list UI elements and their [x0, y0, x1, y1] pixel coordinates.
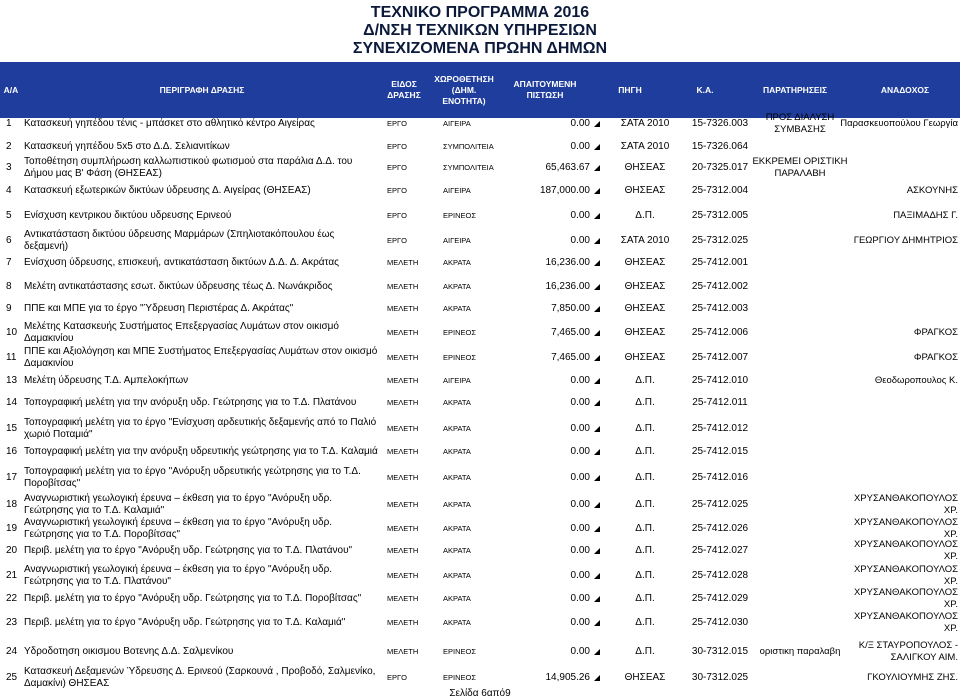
row-description: Τοπογραφική μελέτη για το έργο "Ανόρυξη υδρευτικής γεώτρησης για το Τ.Δ. Ποροβίτσας"	[24, 466, 361, 489]
row-contractor: Θεοδωροπουλος Κ.	[874, 375, 958, 386]
row-type: ΜΕΛΕΤΗ	[387, 424, 419, 433]
title-line-2: Δ/ΝΣΗ ΤΕΧΝΙΚΩΝ ΥΠΗΡΕΣΙΩΝ	[363, 22, 597, 39]
row-type: ΕΡΓΟ	[387, 163, 407, 172]
row-contractor: ΧΡΥΣΑΝΘΑΚΟΠΟΥΛΟΣ ΧΡ.	[853, 539, 958, 562]
row-description: Τοπογραφική μελέτη για την ανόρυξη υδρ. Γεώτρησης για το Τ.Δ. Πλατάνου	[24, 397, 357, 408]
row-location: ΑΙΓΕΙΡΑ	[443, 236, 471, 245]
row-description: Κατασκευή εξωτερικών δικτύων ύδρευσης Δ. Αιγείρας (ΘΗΣΕΑΣ)	[24, 185, 311, 196]
row-number: 25	[6, 672, 18, 683]
row-amount: 0.00	[500, 137, 600, 156]
row-description: Αναγνωριστική γεωλογική έρευνα – έκθεση για το έργο "Ανόρυξη υδρ. Γεώτρησης για το Τ.Δ. Καλαμιά"	[24, 493, 333, 516]
row-number: 13	[6, 375, 18, 386]
row-contractor: Κ/Ξ ΣΤΑΥΡΟΠΟΥΛΟΣ - ΣΑΛΙΓΚΟΥ ΑΙΜ.	[858, 640, 958, 663]
row-contractor	[840, 299, 958, 318]
row-amount: 16,236.00	[500, 254, 600, 272]
row-type: ΕΡΓΟ	[387, 211, 407, 220]
row-contractor	[840, 416, 958, 442]
row-location: ΑΚΡΑΤΑ	[443, 500, 471, 509]
row-source: ΘΗΣΕΑΣ	[624, 302, 666, 314]
row-type: ΜΕΛΕΤΗ	[387, 500, 419, 509]
row-type: ΜΕΛΕΤΗ	[387, 398, 419, 407]
table-row	[0, 465, 960, 491]
row-location: ΑΚΡΑΤΑ	[443, 618, 471, 627]
row-description: ΠΠΕ και ΜΠΕ για το έργο "Ύδρευση Περιστέρας Δ. Ακράτας"	[24, 302, 294, 314]
table-row	[0, 346, 960, 370]
table-row	[0, 611, 960, 634]
row-code: 20-7325.017	[691, 162, 749, 173]
row-code: 30-7312.025	[691, 672, 749, 683]
row-code: 25-7412.026	[691, 523, 749, 534]
row-code: 25-7412.028	[691, 570, 749, 581]
row-description: Κατασκευή γηπέδου 5x5 στο Δ.Δ. Σελιανιτίκων	[24, 140, 230, 152]
row-source: Δ.Π.	[635, 499, 655, 510]
row-type: ΜΕΛΕΤΗ	[387, 447, 419, 456]
row-contractor: ΧΡΥΣΑΝΘΑΚΟΠΟΥΛΟΣ ΧΡ.	[853, 517, 958, 540]
row-location: ΑΚΡΑΤΑ	[443, 424, 471, 433]
row-type: ΕΡΓΟ	[387, 236, 407, 245]
row-amount: 0.00	[500, 465, 600, 491]
row-code: 25-7412.015	[691, 446, 749, 457]
table-row	[0, 372, 960, 390]
row-location: ΕΡΙΝΕΟΣ	[443, 673, 476, 682]
row-number: 22	[6, 593, 18, 604]
row-type: ΕΡΓΟ	[387, 119, 407, 128]
table-row	[0, 564, 960, 588]
row-amount: 0.00	[500, 443, 600, 461]
row-number: 2	[6, 140, 12, 152]
row-number: 3	[6, 162, 12, 173]
table-row	[0, 394, 960, 412]
row-number: 8	[6, 281, 12, 292]
row-description: Μελέτης Κατασκευής Συστήματος Επεξεργασίας Λυμάτων στον οικισμό Δαμακινίου	[24, 321, 339, 344]
row-source: ΘΗΣΕΑΣ	[624, 281, 666, 292]
row-number: 20	[6, 545, 18, 556]
row-code: 25-7412.016	[691, 472, 749, 483]
row-code: 25-7312.005	[691, 210, 749, 221]
row-amount: 0.00	[500, 372, 600, 390]
row-source: ΘΗΣΕΑΣ	[624, 185, 666, 196]
row-number: 9	[6, 302, 12, 314]
header-contractor: ΑΝΑΔΟΧΟΣ	[880, 84, 930, 95]
row-source: Δ.Π.	[635, 210, 655, 221]
row-number: 15	[6, 423, 18, 434]
row-contractor	[840, 156, 958, 180]
table-row	[0, 206, 960, 226]
row-amount: 0.00	[500, 542, 600, 560]
row-amount: 65,463.67	[500, 156, 600, 180]
table-row	[0, 640, 960, 664]
page-footer: Σελίδα 6από9	[449, 688, 511, 699]
header-type: ΕΙΔΟΣ ΔΡΑΣΗΣ	[387, 79, 421, 100]
row-amount: 0.00	[500, 564, 600, 588]
row-source: Δ.Π.	[635, 446, 655, 457]
row-code: 25-7412.003	[691, 302, 749, 314]
row-type: ΜΕΛΕΤΗ	[387, 303, 419, 313]
row-description: Τοποθέτηση συμπλήρωση καλλωπιστικού φωτισμού στα παράλια Δ.Δ. του Δήμου μας Β' Φάση (ΘΗΣΕΑΣ)	[24, 156, 353, 179]
header-credit: ΑΠΑΙΤΟΥΜΕΝΗ ΠΙΣΤΩΣΗ	[513, 79, 577, 100]
row-source: Δ.Π.	[635, 545, 655, 556]
row-number: 18	[6, 499, 18, 510]
row-number: 7	[6, 257, 12, 268]
row-code: 15-7326.064	[691, 140, 749, 152]
row-description: Ενίσχυση κεντρικου δικτύου υδρευσης Ερινεού	[24, 210, 232, 221]
row-contractor	[840, 394, 958, 412]
row-amount: 0.00	[500, 640, 600, 664]
row-location: ΑΙΓΕΙΡΑ	[443, 376, 471, 385]
row-description: Περιβ. μελέτη για το έργο "Ανόρυξη υδρ. Γεώτρησης για το Τ.Δ. Ποροβίτσας"	[24, 593, 362, 604]
row-number: 16	[6, 446, 18, 457]
row-amount: 0.00	[500, 228, 600, 254]
row-contractor	[840, 443, 958, 461]
row-location: ΕΡΙΝΕΟΣ	[443, 211, 476, 220]
row-source: Δ.Π.	[635, 570, 655, 581]
row-code: 25-7412.012	[691, 423, 749, 434]
row-description: Υδροδοτηση οικισμου Βοτενης Δ.Δ. Σαλμενίκου	[24, 646, 234, 657]
row-source: ΘΗΣΕΑΣ	[624, 327, 666, 338]
row-amount: 0.00	[500, 113, 600, 135]
row-location: ΑΚΡΑΤΑ	[443, 398, 471, 407]
row-number: 11	[6, 352, 17, 363]
row-location: ΕΡΙΝΕΟΣ	[443, 353, 476, 362]
row-type: ΜΕΛΕΤΗ	[387, 571, 419, 580]
row-contractor: ΧΡΥΣΑΝΘΑΚΟΠΟΥΛΟΣ ΧΡ.	[853, 564, 958, 587]
row-source: ΣΑΤΑ 2010	[620, 235, 670, 246]
row-location: ΑΚΡΑΤΑ	[443, 571, 471, 580]
row-source: Δ.Π.	[635, 375, 655, 386]
row-code: 25-7412.027	[691, 545, 749, 556]
row-code: 25-7412.007	[691, 352, 749, 363]
row-number: 4	[6, 185, 12, 196]
row-notes: ΠΡΟΣ ΔΙΑΛΥΣΗ ΣΥΜΒΑΣΗΣ	[765, 112, 835, 135]
row-amount: 14,905.26	[500, 665, 600, 691]
row-code: 25-7412.011	[692, 397, 748, 408]
row-amount: 0.00	[500, 206, 600, 226]
row-description: Αναγνωριστική γεωλογική έρευνα – έκθεση για το έργο "Ανόρυξη υδρ. Γεώτρησης για το Τ.Δ. Ποροβίτσας"	[24, 517, 333, 540]
row-contractor	[840, 254, 958, 272]
row-type: ΜΕΛΕΤΗ	[387, 473, 419, 482]
row-contractor	[840, 137, 958, 156]
row-description: Περιβ. μελέτη για το έργο "Ανόρυξη υδρ. Γεώτρησης για το Τ.Δ. Πλατάνου"	[24, 545, 353, 556]
row-source: ΣΑΤΑ 2010	[620, 118, 670, 129]
row-amount: 0.00	[500, 394, 600, 412]
table-row	[0, 113, 960, 135]
row-location: ΑΚΡΑΤΑ	[443, 524, 471, 533]
row-type: ΜΕΛΕΤΗ	[387, 618, 419, 627]
row-number: 21	[6, 570, 18, 581]
row-location: ΑΚΡΑΤΑ	[443, 594, 471, 603]
row-source: ΣΑΤΑ 2010	[620, 140, 670, 152]
row-type: ΜΕΛΕΤΗ	[387, 594, 419, 603]
row-description: Μελέτη ύδρευσης Τ.Δ. Αμπελοκήπων	[24, 375, 189, 386]
row-source: ΘΗΣΕΑΣ	[624, 162, 666, 173]
row-contractor: ΦΡΑΓΚΟΣ	[913, 327, 958, 338]
row-contractor: ΓΚΟΥΛΙΟΥΜΗΣ ΖΗΣ.	[867, 672, 958, 683]
row-code: 25-7412.001	[691, 257, 749, 268]
row-type: ΜΕΛΕΤΗ	[387, 353, 419, 362]
row-location: ΑΙΓΕΙΡΑ	[443, 186, 471, 195]
table-row	[0, 443, 960, 461]
row-contractor	[840, 278, 958, 296]
row-description: Κατασκευή γηπέδου τένις - μπάσκετ στο αθλητικό κέντρο Αιγείρας	[24, 118, 315, 129]
table-row	[0, 182, 960, 200]
row-location: ΕΡΙΝΕΟΣ	[443, 647, 476, 656]
row-source: ΘΗΣΕΑΣ	[624, 352, 666, 363]
row-code: 25-7312.004	[691, 185, 749, 196]
row-code: 25-7412.030	[691, 617, 749, 628]
row-description: ΠΠΕ και Αξιολόγηση και ΜΠΕ Συστήματος Επεξεργασίας Λυμάτων στον οικισμό Δαμακινίου	[24, 346, 378, 369]
row-location: ΣΥΜΠΟΛΙΤΕΙΑ	[443, 141, 494, 151]
row-source: Δ.Π.	[635, 646, 655, 657]
row-description: Τοπογραφική μελέτη για την ανόρυξη υδρευτικής γεώτρησης για το Τ.Δ. Καλαμιά	[24, 446, 378, 457]
row-type: ΕΡΓΟ	[387, 141, 407, 151]
title-line-3: ΣΥΝΕΧΙΖΟΜΕΝΑ ΠΡΩΗΝ ΔΗΜΩΝ	[352, 40, 608, 57]
row-contractor: ΑΣΚΟΥΝΗΣ	[906, 185, 958, 196]
row-contractor: Παρασκευοπούλου Γεωργία	[840, 118, 958, 129]
row-notes: ΕΚΚΡΕΜΕΙ ΟΡΙΣΤΙΚΗ ΠΑΡΑΛΑΒΗ	[752, 156, 848, 179]
row-source: Δ.Π.	[635, 397, 655, 408]
row-number: 1	[6, 118, 12, 129]
row-source: Δ.Π.	[635, 472, 655, 483]
row-number: 24	[6, 646, 18, 657]
row-number: 17	[6, 472, 18, 483]
row-location: ΑΚΡΑΤΑ	[443, 447, 471, 456]
header-location: ΧΩΡΟΘΕΤΗΣΗ (ΔΗΜ. ΕΝΟΤΗΤΑ)	[434, 73, 494, 106]
row-type: ΜΕΛΕΤΗ	[387, 376, 419, 385]
row-type: ΕΡΓΟ	[387, 673, 407, 682]
table-row	[0, 518, 960, 540]
row-type: ΕΡΓΟ	[387, 186, 407, 195]
row-amount: 0.00	[500, 518, 600, 540]
row-contractor: ΓΕΩΡΓΙΟΥ ΔΗΜΗΤΡΙΟΣ	[853, 235, 958, 246]
row-location: ΑΚΡΑΤΑ	[443, 258, 471, 267]
row-number: 5	[6, 210, 12, 221]
table-row	[0, 416, 960, 442]
row-description: Ενίσχυση ύδρευσης, επισκευή, αντικατάσταση δικτύων Δ.Δ. Δ. Ακράτας	[24, 257, 339, 268]
row-description: Τοπογραφική μελέτη για το έργο "Ενίσχυση αρδευτικής δεξαμενής από το Παλιό χωριό Ποταμιά"	[24, 417, 377, 440]
row-type: ΜΕΛΕΤΗ	[387, 546, 419, 555]
row-location: ΑΚΡΑΤΑ	[443, 473, 471, 482]
table-row	[0, 254, 960, 272]
row-code: 25-7312.025	[691, 235, 749, 246]
row-location: ΕΡΙΝΕΟΣ	[443, 328, 476, 337]
header-ka: Κ.Α.	[696, 84, 714, 95]
row-contractor	[840, 465, 958, 491]
table-header	[0, 62, 960, 118]
table-row	[0, 587, 960, 610]
table-row	[0, 137, 960, 156]
row-contractor: ΦΡΑΓΚΟΣ	[913, 352, 958, 363]
row-number: 19	[6, 523, 18, 534]
header-notes: ΠΑΡΑΤΗΡΗΣΕΙΣ	[762, 84, 828, 95]
row-location: ΑΚΡΑΤΑ	[443, 303, 471, 313]
row-source: Δ.Π.	[635, 423, 655, 434]
row-contractor: ΧΡΥΣΑΝΘΑΚΟΠΟΥΛΟΣ ΧΡ.	[853, 587, 958, 610]
row-location: ΣΥΜΠΟΛΙΤΕΙΑ	[443, 163, 494, 172]
row-contractor: ΧΡΥΣΑΝΘΑΚΟΠΟΥΛΟΣ ΧΡ.	[853, 611, 958, 634]
row-amount: 0.00	[500, 416, 600, 442]
row-location: ΑΚΡΑΤΑ	[443, 282, 471, 291]
table-row	[0, 494, 960, 516]
row-amount: 16,236.00	[500, 278, 600, 296]
table-row	[0, 228, 960, 254]
row-code: 25-7412.002	[691, 281, 749, 292]
header-description: ΠΕΡΙΓΡΑΦΗ ΔΡΑΣΗΣ	[159, 84, 245, 95]
row-source: ΘΗΣΕΑΣ	[624, 672, 666, 683]
row-type: ΜΕΛΕΤΗ	[387, 258, 419, 267]
row-contractor: ΧΡΥΣΑΝΘΑΚΟΠΟΥΛΟΣ ΧΡ.	[853, 493, 958, 516]
row-source: Δ.Π.	[635, 617, 655, 628]
header-aa: Α/Α	[3, 84, 19, 95]
row-description: Μελέτη αντικατάστασης εσωτ. δικτύων ύδρευσης τέως Δ. Νωνάκριδος	[24, 281, 333, 292]
row-contractor: ΠΑΞΙΜΑΔΗΣ Γ.	[893, 210, 958, 221]
row-type: ΜΕΛΕΤΗ	[387, 647, 419, 656]
row-amount: 7,465.00	[500, 322, 600, 344]
row-description: Κατασκευή Δεξαμενών Ύδρευσης Δ. Ερινεού (Σαρκουνά , Προβοδό, Σαλμενίκο, Δαμακίνι) ΘΗΣΕΑΣ	[24, 666, 376, 689]
row-amount: 0.00	[500, 614, 600, 632]
row-amount: 0.00	[500, 590, 600, 608]
table-row	[0, 278, 960, 296]
row-type: ΜΕΛΕΤΗ	[387, 328, 419, 337]
row-type: ΜΕΛΕΤΗ	[387, 524, 419, 533]
row-code: 25-7412.025	[691, 499, 749, 510]
row-amount: 187,000.00	[500, 182, 600, 200]
table-row	[0, 322, 960, 344]
row-code: 25-7412.010	[691, 375, 749, 386]
row-description: Αντικατάσταση δικτύου ύδρευσης Μαρμάρων (Σπηλιοτακόπουλου έως δεξαμενή)	[24, 229, 335, 252]
row-number: 23	[6, 617, 18, 628]
row-number: 6	[6, 235, 12, 246]
table-row	[0, 156, 960, 180]
row-code: 15-7326.003	[691, 118, 749, 129]
row-number: 10	[6, 327, 18, 338]
table-row	[0, 539, 960, 562]
row-description: Περιβ. μελέτη για το έργο "Ανόρυξη υδρ. Γεώτρησης για το Τ.Δ. Καλαμιά"	[24, 617, 346, 628]
row-source: ΘΗΣΕΑΣ	[624, 257, 666, 268]
row-type: ΜΕΛΕΤΗ	[387, 282, 419, 291]
row-amount: 7,465.00	[500, 346, 600, 370]
header-source: ΠΗΓΗ	[618, 84, 642, 95]
table-row	[0, 299, 960, 318]
row-location: ΑΙΓΕΙΡΑ	[443, 119, 471, 128]
row-notes: οριστικη παραλαβη	[759, 646, 841, 657]
row-number: 14	[6, 397, 18, 408]
row-code: 25-7412.029	[691, 593, 749, 604]
row-code: 25-7412.006	[691, 327, 749, 338]
title-line-1: ΤΕΧΝΙΚΟ ΠΡΟΓΡΑΜΜΑ 2016	[370, 4, 590, 21]
row-description: Αναγνωριστική γεωλογική έρευνα – έκθεση για το έργο "Ανόρυξη υδρ. Γεώτρησης για το Τ.Δ. Πλατάνου"	[24, 564, 333, 587]
row-location: ΑΚΡΑΤΑ	[443, 546, 471, 555]
row-amount: 0.00	[500, 494, 600, 516]
row-amount: 7,850.00	[500, 299, 600, 318]
row-source: Δ.Π.	[635, 593, 655, 604]
row-source: Δ.Π.	[635, 523, 655, 534]
row-code: 30-7312.015	[691, 646, 749, 657]
